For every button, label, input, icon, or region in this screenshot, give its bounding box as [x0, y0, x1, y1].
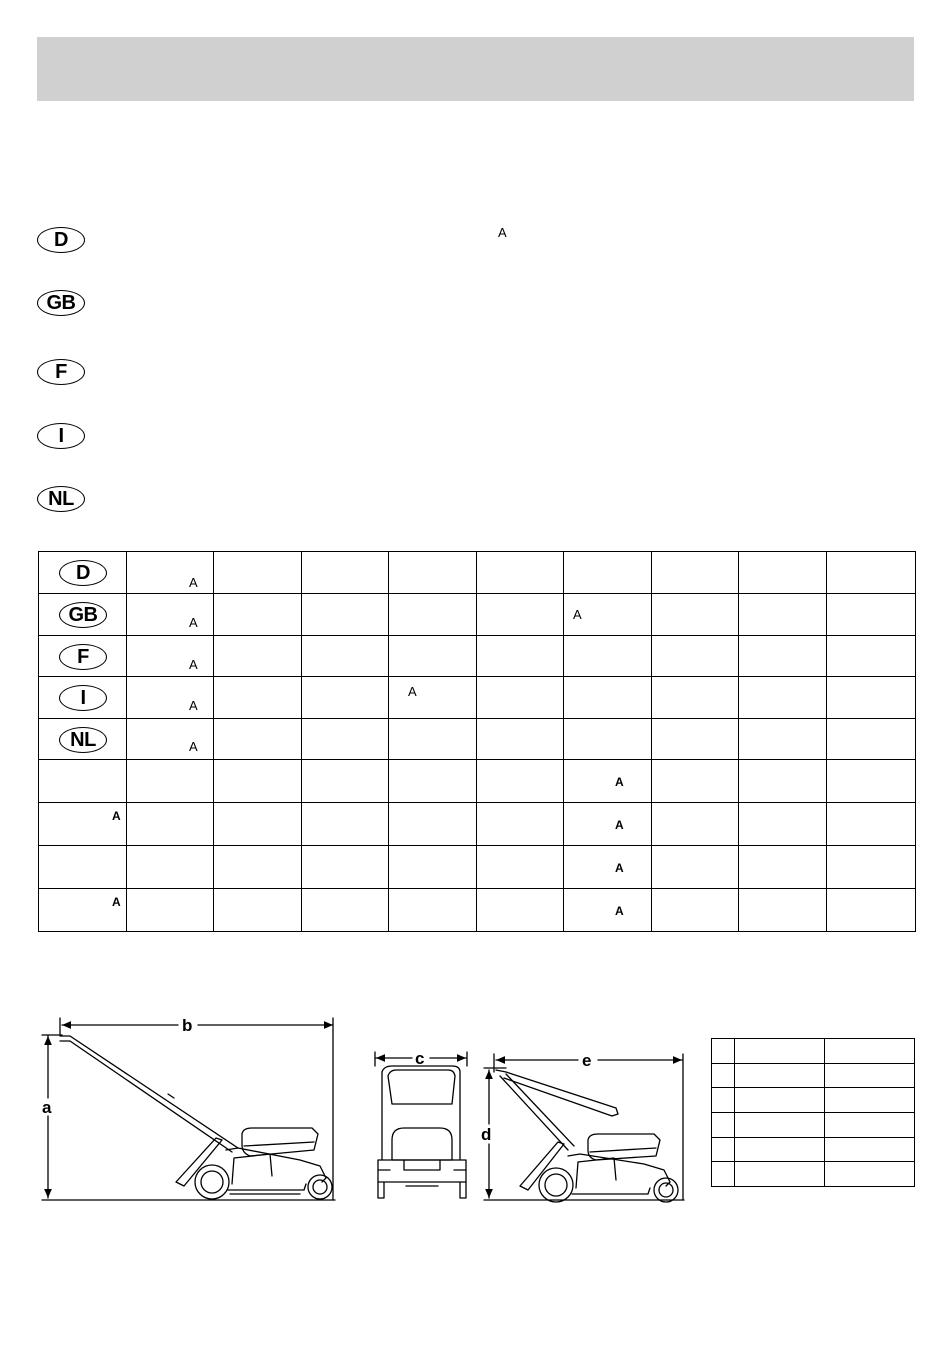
dims-cell	[712, 1112, 735, 1137]
cell-mark: A	[189, 657, 198, 672]
spec-cell	[827, 846, 916, 889]
spec-cell	[214, 552, 302, 594]
spec-cell	[564, 552, 652, 594]
spec-cell	[389, 846, 477, 889]
spec-cell	[214, 594, 302, 636]
dims-cell	[825, 1063, 915, 1088]
cell-mark: A	[189, 575, 198, 590]
country-badge-f: F	[59, 644, 107, 670]
spec-cell	[214, 677, 302, 719]
dims-cell	[712, 1039, 735, 1064]
spec-cell	[564, 719, 652, 760]
spec-cell	[564, 677, 652, 719]
spec-cell	[389, 677, 477, 719]
spec-cell	[127, 803, 214, 846]
country-badge-nl: NL	[37, 486, 85, 512]
spec-cell	[477, 760, 564, 803]
spec-cell	[302, 594, 389, 636]
spec-cell	[652, 846, 739, 889]
spec-cell	[827, 636, 916, 677]
spec-cell	[389, 552, 477, 594]
spec-cell	[39, 719, 127, 760]
cell-mark: A	[615, 904, 624, 918]
country-badge-d: D	[37, 227, 85, 253]
spec-cell	[127, 846, 214, 889]
spec-cell	[477, 889, 564, 932]
spec-cell	[827, 889, 916, 932]
spec-cell	[39, 636, 127, 677]
dimension-a-label: a	[42, 1098, 52, 1117]
spec-table	[38, 551, 916, 932]
spec-cell	[477, 636, 564, 677]
spec-cell	[389, 636, 477, 677]
spec-cell	[564, 594, 652, 636]
spec-cell	[39, 803, 127, 846]
dims-cell	[825, 1039, 915, 1064]
spec-cell	[389, 889, 477, 932]
header-bar	[37, 37, 914, 101]
spec-cell	[302, 889, 389, 932]
spec-cell	[652, 594, 739, 636]
dims-cell	[735, 1137, 825, 1162]
country-badge-i: I	[37, 423, 85, 449]
spec-cell	[127, 552, 214, 594]
spec-cell	[827, 760, 916, 803]
spec-cell	[564, 846, 652, 889]
spec-cell	[827, 552, 916, 594]
country-badge-nl: NL	[59, 727, 107, 753]
cell-mark: A	[615, 775, 624, 789]
spec-cell	[389, 719, 477, 760]
cell-mark: A	[189, 615, 198, 630]
spec-cell	[214, 719, 302, 760]
spec-cell	[302, 552, 389, 594]
spec-cell	[389, 803, 477, 846]
spec-cell	[477, 677, 564, 719]
spec-cell	[302, 760, 389, 803]
cell-mark: A	[112, 895, 121, 909]
spec-cell	[39, 889, 127, 932]
dims-cell	[825, 1162, 915, 1187]
dims-cell	[825, 1088, 915, 1113]
spec-cell	[652, 677, 739, 719]
top-note-mark: A	[498, 225, 507, 240]
front-view-drawing	[375, 1052, 467, 1198]
folded-view-drawing	[484, 1054, 684, 1202]
spec-cell	[302, 719, 389, 760]
spec-cell	[739, 760, 827, 803]
spec-cell	[652, 719, 739, 760]
spec-cell	[739, 594, 827, 636]
spec-cell	[739, 889, 827, 932]
spec-cell	[302, 846, 389, 889]
spec-cell	[652, 889, 739, 932]
country-badge-i: I	[59, 685, 107, 711]
spec-cell	[652, 552, 739, 594]
spec-cell	[739, 846, 827, 889]
spec-cell	[127, 889, 214, 932]
spec-cell	[302, 803, 389, 846]
spec-cell	[477, 552, 564, 594]
spec-cell	[652, 636, 739, 677]
dimension-c-label: c	[415, 1049, 425, 1068]
dimension-d-label: d	[481, 1125, 492, 1144]
dims-cell	[712, 1137, 735, 1162]
dims-cell	[712, 1162, 735, 1187]
cell-mark: A	[615, 861, 624, 875]
spec-cell	[477, 594, 564, 636]
spec-cell	[302, 677, 389, 719]
spec-cell	[564, 636, 652, 677]
spec-cell	[827, 803, 916, 846]
spec-cell	[39, 677, 127, 719]
spec-cell	[739, 636, 827, 677]
dims-cell	[712, 1088, 735, 1113]
spec-cell	[827, 719, 916, 760]
spec-cell	[127, 636, 214, 677]
spec-cell	[39, 594, 127, 636]
spec-cell	[127, 719, 214, 760]
country-badge-d: D	[59, 560, 107, 586]
dims-cell	[825, 1112, 915, 1137]
cell-mark: A	[615, 818, 624, 832]
spec-cell	[739, 677, 827, 719]
spec-cell	[127, 677, 214, 719]
country-badge-f: F	[37, 359, 85, 385]
spec-cell	[739, 552, 827, 594]
spec-cell	[214, 760, 302, 803]
spec-cell	[564, 803, 652, 846]
spec-cell	[477, 803, 564, 846]
spec-cell	[827, 594, 916, 636]
spec-cell	[39, 846, 127, 889]
spec-cell	[564, 760, 652, 803]
spec-cell	[739, 803, 827, 846]
spec-cell	[827, 677, 916, 719]
dims-cell	[735, 1162, 825, 1187]
spec-cell	[214, 636, 302, 677]
spec-cell	[127, 594, 214, 636]
spec-cell	[127, 760, 214, 803]
spec-cell	[739, 719, 827, 760]
cell-mark: A	[189, 739, 198, 754]
dims-cell	[825, 1137, 915, 1162]
dims-cell	[735, 1063, 825, 1088]
cell-mark: A	[189, 698, 198, 713]
dimension-e-label: e	[582, 1051, 592, 1070]
spec-cell	[564, 889, 652, 932]
cell-mark: A	[408, 684, 417, 699]
spec-cell	[214, 846, 302, 889]
spec-cell	[477, 719, 564, 760]
spec-cell	[477, 846, 564, 889]
spec-cell	[39, 760, 127, 803]
spec-cell	[652, 760, 739, 803]
spec-cell	[302, 636, 389, 677]
country-badge-gb: GB	[37, 290, 85, 316]
dimensions-table	[711, 1038, 915, 1187]
dims-cell	[735, 1039, 825, 1064]
spec-cell	[39, 552, 127, 594]
spec-cell	[214, 889, 302, 932]
spec-cell	[214, 803, 302, 846]
country-badge-gb: GB	[59, 602, 107, 628]
spec-cell	[389, 760, 477, 803]
dims-cell	[712, 1063, 735, 1088]
side-view-drawing	[42, 1018, 335, 1200]
dims-cell	[735, 1112, 825, 1137]
spec-cell	[389, 594, 477, 636]
cell-mark: A	[573, 607, 582, 622]
dimension-b-label: b	[182, 1016, 193, 1035]
cell-mark: A	[112, 809, 121, 823]
spec-cell	[652, 803, 739, 846]
dims-cell	[735, 1088, 825, 1113]
